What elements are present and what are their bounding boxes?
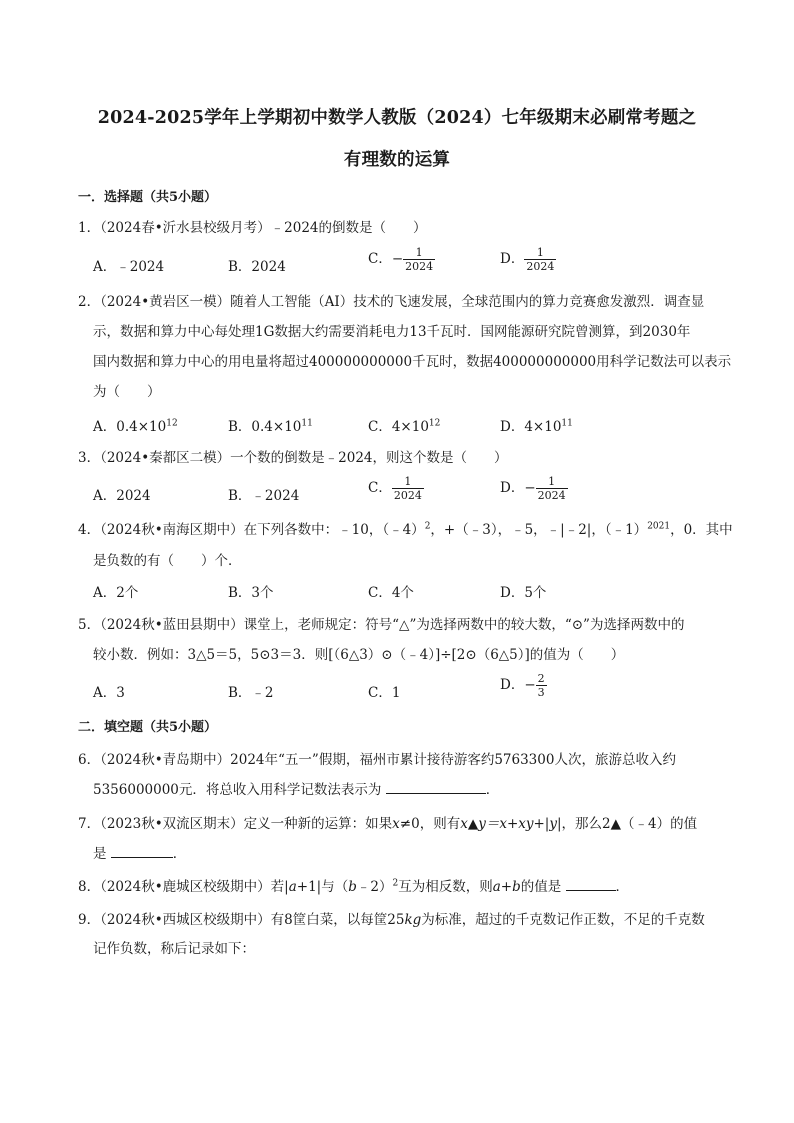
text-segment: 互为相反数，则	[398, 879, 493, 895]
exponent: 12	[428, 418, 441, 429]
page-title-line-2: 有理数的运算	[343, 150, 451, 170]
option-base: B．0.4×10	[228, 419, 302, 435]
question-3-option-a: A．2024	[93, 488, 151, 504]
fraction	[524, 246, 556, 273]
exponent: 12	[166, 418, 178, 429]
question-6-line-1: 6．（2024秋•青岛期中）2024年“五一”假期，福州市累计接待游客约5763300人次，旅游总收入约	[78, 752, 676, 768]
question-2-option-a	[93, 415, 178, 435]
fraction	[536, 672, 547, 699]
question-2-line-4: 为（ ）	[93, 384, 161, 400]
question-1-text: 1．（2024春•沂水县校级月考）﹣2024的倒数是（ ）	[78, 220, 427, 236]
exponent: 11	[561, 418, 573, 429]
question-4-line-1	[78, 518, 733, 538]
text-segment: 5356000000元．将总收入用科学记数法表示为	[93, 782, 382, 798]
question-1-option-d	[500, 246, 556, 273]
unit: kg	[404, 912, 422, 928]
question-2-line-1: 2．（2024•黄岩区一模）随着人工智能（AI）技术的飞速发展，全球范围内的算力竞赛愈发激烈．调查显	[78, 294, 705, 310]
section-heading-fill-in: 二．填空题（共5小题）	[78, 720, 218, 735]
question-7-line-2	[93, 842, 186, 862]
variable: b	[348, 879, 357, 895]
question-9-line-1	[78, 908, 705, 928]
minus-sign: −	[524, 480, 536, 496]
question-2-option-c	[368, 415, 440, 435]
question-3-option-d	[500, 475, 568, 502]
question-8-text	[78, 875, 629, 895]
answer-blank[interactable]	[566, 878, 616, 891]
fraction-numerator: 1	[524, 246, 556, 260]
text-segment: ≠0，则有	[399, 816, 461, 832]
question-3-option-c	[368, 475, 424, 502]
fraction	[392, 475, 424, 502]
option-label: D．	[500, 677, 525, 693]
text-segment: 4．（2024秋•南海区期中）在下列各数中：﹣10，（﹣4）	[78, 522, 425, 538]
question-4-option-c: C．4个	[368, 585, 414, 601]
fraction	[536, 475, 568, 502]
question-4-option-a: A．2个	[93, 585, 139, 601]
fraction-denominator: 2024	[405, 260, 434, 273]
option-label: C．	[368, 251, 392, 267]
fraction-numerator: 2	[537, 672, 545, 685]
fraction-denominator: 3	[537, 686, 545, 699]
text-segment: +1|与（	[296, 879, 349, 895]
question-7-line-1	[78, 812, 697, 832]
option-base: A．0.4×10	[93, 419, 167, 435]
fraction-numerator: 1	[536, 475, 568, 489]
exponent: 2021	[647, 521, 671, 532]
fraction-numerator: 1	[392, 475, 424, 489]
text-segment: 为标准，超过的千克数记作正数，不足的千克数	[421, 912, 705, 928]
exponent: 11	[301, 418, 313, 429]
answer-blank[interactable]	[386, 781, 486, 794]
text-segment: ，+（﹣3），﹣5，﹣|﹣2|，（﹣1）	[430, 522, 648, 538]
question-6-line-2	[93, 778, 499, 798]
question-1-option-b: B．2024	[228, 259, 286, 275]
text-segment: ，0．其中	[670, 522, 733, 538]
question-4-option-b: B．3个	[228, 585, 274, 601]
exponent: 2	[392, 878, 399, 889]
expression: x▲y＝x+xy+|y|	[460, 816, 562, 832]
question-2-line-2: 示，数据和算力中心每处理1G数据大约需要消耗电力13千瓦时．国网能源研究院曾测算，到2030年	[93, 324, 691, 340]
expression: a+b	[492, 879, 521, 895]
question-4-line-2: 是负数的有（ ）个．	[93, 553, 242, 569]
question-5-option-d	[500, 672, 547, 699]
question-5-option-b: B．﹣2	[228, 685, 274, 701]
question-1-option-c	[368, 246, 435, 273]
text-segment: 7．（2023秋•双流区期末）定义一种新的运算：如果	[78, 816, 393, 832]
fraction-denominator: 2024	[537, 489, 566, 502]
text-segment: ．	[615, 879, 630, 895]
text-segment: 8．（2024秋•鹿城区校级期中）若|	[78, 879, 289, 895]
option-label: D．	[500, 251, 525, 267]
question-5-line-1: 5．（2024秋•蓝田县期中）课堂上，老师规定：符号“△”为选择两数中的较大数，“⊙”为选择两数中的	[78, 617, 685, 633]
answer-blank[interactable]	[111, 845, 173, 858]
section-heading-choice: 一．选择题（共5小题）	[78, 190, 218, 205]
text-segment: 是	[93, 846, 107, 862]
question-3-option-b: B．﹣2024	[228, 488, 300, 504]
question-2-option-b	[228, 415, 313, 435]
exponent: 2	[424, 521, 431, 532]
question-4-option-d: D．5个	[500, 585, 547, 601]
text-segment: ，那么2▲（﹣4）的值	[561, 816, 698, 832]
question-5-option-c: C．1	[368, 685, 401, 701]
page-title-line-1: 2024-2025学年上学期初中数学人教版（2024）七年级期末必刷常考题之	[97, 108, 697, 128]
minus-sign: −	[391, 251, 404, 267]
question-1-option-a: A．﹣2024	[93, 259, 165, 275]
text-segment: 9．（2024秋•西城区校级期中）有8筐白菜，以每筐25	[78, 912, 405, 928]
fraction-denominator: 2024	[393, 489, 422, 502]
option-base: D．4×10	[500, 419, 562, 435]
question-2-line-3: 国内数据和算力中心的用电量将超过400000000000千瓦时，数据400000000000用科学记数法可以表示	[93, 354, 732, 370]
question-3-text: 3．（2024•秦都区二模）一个数的倒数是﹣2024，则这个数是（ ）	[78, 450, 508, 466]
fraction-denominator: 2024	[526, 260, 555, 273]
text-segment: ．	[485, 782, 500, 798]
option-label: D．	[500, 480, 525, 496]
option-base: C．4×10	[368, 419, 429, 435]
question-5-line-2: 较小数．例如：3△5＝5，5⊙3＝3．则[（6△3）⊙（﹣4）]÷[2⊙（6△5）]的值为（ ）	[93, 647, 625, 663]
option-label: C．	[368, 480, 392, 496]
question-9-line-2: 记作负数，称后记录如下：	[93, 941, 255, 957]
text-segment: 的值是	[520, 879, 562, 895]
question-2-option-d	[500, 415, 573, 435]
text-segment: ﹣2）	[356, 879, 393, 895]
minus-sign: −	[524, 677, 536, 693]
question-5-option-a: A．3	[93, 685, 125, 701]
fraction	[403, 246, 435, 273]
variable: a	[288, 879, 297, 895]
fraction-numerator: 1	[403, 246, 435, 260]
text-segment: ．	[172, 846, 187, 862]
variable: x	[392, 816, 400, 832]
